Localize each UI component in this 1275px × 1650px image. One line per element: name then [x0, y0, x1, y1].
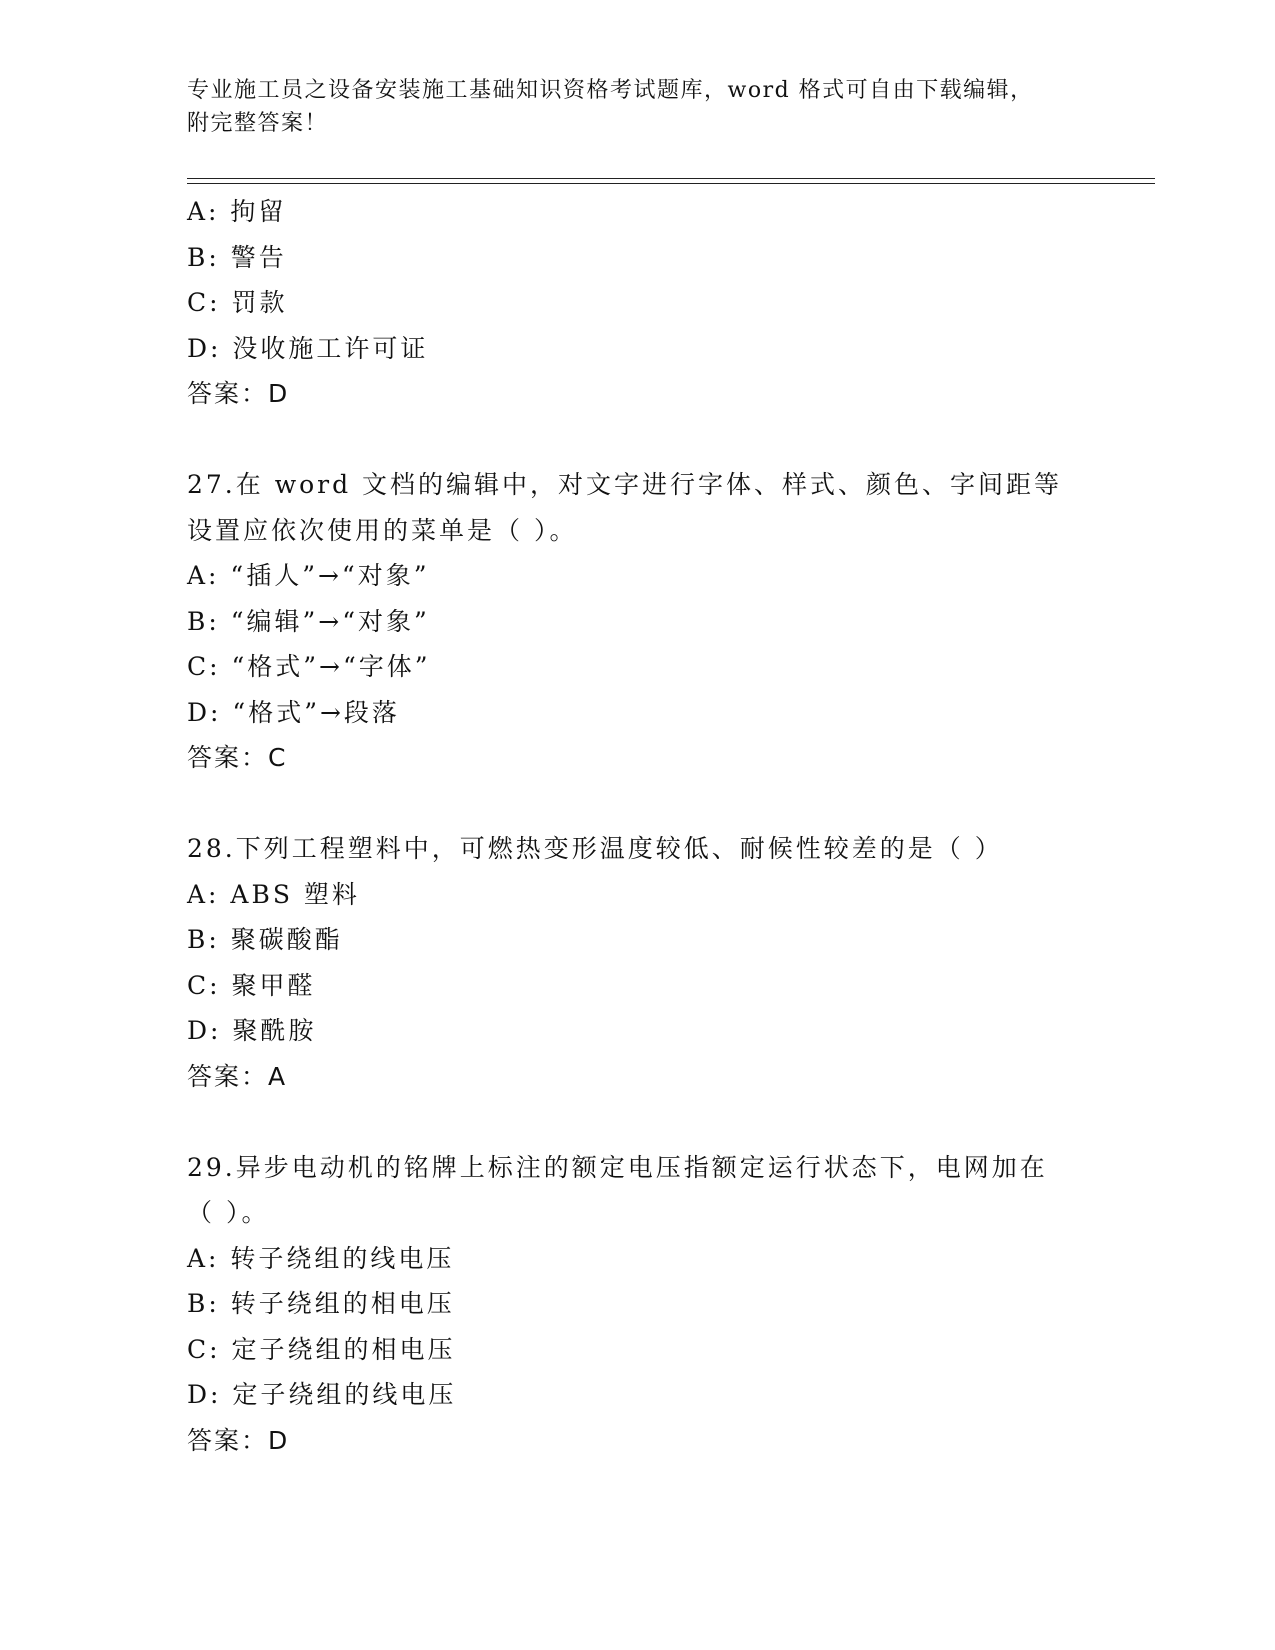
spacer [187, 781, 1087, 827]
header-line-2: 附完整答案！ [187, 111, 329, 136]
question-text-line-2: 设置应依次使用的菜单是（ ）。 [187, 515, 578, 545]
option-c: C: “格式”→“字体” [187, 652, 431, 681]
header-line-1: 专业施工员之设备安装施工基础知识资格考试题库，word 格式可自由下载编辑， [187, 78, 1034, 103]
option-b: B: “编辑”→“对象” [187, 606, 430, 636]
option-b: B: 聚碳酸酯 [187, 925, 343, 954]
option-c: C: 聚甲醛 [187, 970, 316, 1000]
question-block-26 [187, 189, 1087, 417]
spacer [187, 1099, 1087, 1145]
option-d: D: 没收施工许可证 [187, 333, 429, 363]
question-block-29 [187, 1145, 1087, 1464]
option-c: C: 定子绕组的相电压 [187, 1334, 456, 1364]
option-a: A: 转子绕组的线电压 [187, 1243, 455, 1273]
question-block-27 [187, 462, 1087, 781]
answer-line: 答案：D [187, 379, 290, 408]
option-c: C: 罚款 [187, 288, 288, 317]
header-divider-top [187, 178, 1155, 179]
document-header [187, 74, 1087, 140]
option-b: B: 转子绕组的相电压 [187, 1289, 455, 1318]
header-divider-bottom [187, 183, 1155, 184]
answer-line: 答案：D [187, 1425, 290, 1455]
option-a: A: “插人”→“对象” [187, 561, 430, 590]
question-block-28 [187, 826, 1087, 1099]
question-text-line-1: 27.在 word 文档的编辑中，对文字进行字体、样式、颜色、字间距等 [187, 470, 1063, 499]
option-d: D: “格式”→段落 [187, 697, 400, 727]
question-text-line-2: （ ）。 [187, 1198, 270, 1227]
answer-line: 答案：A [187, 1061, 288, 1091]
question-text-line-1: 29.异步电动机的铭牌上标注的额定电压指额定运行状态下，电网加在 [187, 1152, 1048, 1182]
document-page [187, 0, 1157, 1650]
spacer [187, 417, 1087, 463]
option-a: A: 拘留 [187, 197, 287, 226]
option-d: D: 定子绕组的线电压 [187, 1380, 457, 1409]
option-a: A: ABS 塑料 [187, 879, 360, 909]
option-d: D: 聚酰胺 [187, 1016, 317, 1045]
option-b: B: 警告 [187, 242, 287, 272]
question-text-line-1: 28.下列工程塑料中，可燃热变形温度较低、耐候性较差的是（ ） [187, 834, 1003, 863]
question-list [187, 189, 1087, 1463]
answer-line: 答案：C [187, 743, 288, 772]
